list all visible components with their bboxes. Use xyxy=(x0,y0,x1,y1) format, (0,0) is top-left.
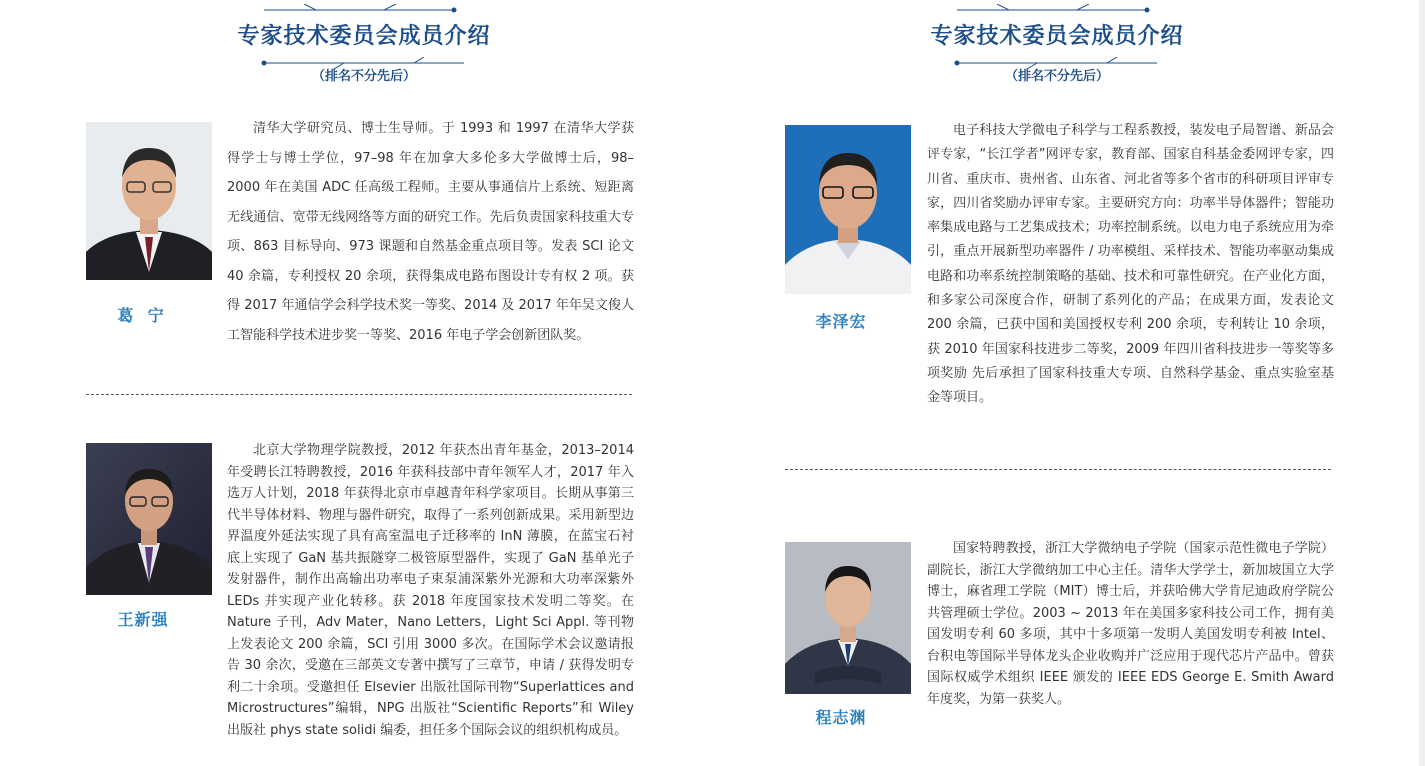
portrait-photo xyxy=(86,443,212,595)
top-ornament xyxy=(184,4,544,16)
scrollbar[interactable] xyxy=(1419,0,1425,766)
section-divider xyxy=(86,394,632,395)
member-name: 葛 宁 xyxy=(117,306,165,325)
member-bio xyxy=(927,119,1334,411)
bio-text: 清华大学研究员、博士生导师。于 1993 和 1997 在清华大学获得学士与博士学位，97–98 年在加拿大多伦多大学做博士后，98–2000 年在美国 ADC 任高级工程师。主要从事通信片上系统、短距离无线通信、宽带无线网络等方面的研究工作。先后负责国家科技重大专项、863 目标导向、973 课题和自然基金重点项目等。发表 SCI 论文 40 余篇，专利授权 20 余项，获得集成电路布图设计专有权 2 项。获得 2017 年通信学会科学技术奖一等奖、2014 及 2017 年年吴文俊人工智能科学技术进步奖一等奖、2016 年电子学会创新团队奖。 xyxy=(227,121,634,343)
member-bio xyxy=(927,538,1334,710)
member-name: 王新强 xyxy=(117,610,169,629)
bio-text: 国家特聘教授，浙江大学微纳电子学院（国家示范性微电子学院）副院长，浙江大学微纳加工中心主任。清华大学学士，新加坡国立大学博士，麻省理工学院（MIT）博士后，并获哈佛大学肯尼迪政府学院公共管理硕士学位。2003 ~ 2013 年在美国多家科技公司工作，拥有美国发明专利 60 多项，其中十多项第一发明人美国发明专利被 Intel、台积电等国际半导体龙头企业收购并广泛应用于现代芯片产品中。曾获国际权威学术组织 IEEE 颁发的 IEEE EDS George E. Smith Award 年度奖，为第一获奖人。 xyxy=(927,541,1334,707)
left-header xyxy=(184,0,544,85)
portrait-photo xyxy=(785,542,911,694)
right-header xyxy=(877,0,1237,85)
section-divider xyxy=(785,469,1331,470)
bio-text: 电子科技大学微电子科学与工程系教授，装发电子局智谱、新品会评专家，“长江学者”网评专家，教育部、国家自科基金委网评专家，四川省、重庆市、贵州省、山东省、河北省等多个省市的科研项目评审专家，四川省奖励办评审专家。主要研究方向：功率半导体器件；智能功率集成电路与工艺集成技术；功率控制系统。以电力电子系统应用为牵引，重点开展新型功率器件 / 功率模组、采样技术、智能功率驱动集成电路和功率系统控制策略的基础、技术和可靠性研究。在产业化方面，和多家公司深度合作，研制了系列化的产品；在成果方面，发表论文 200 余篇，已获中国和美国授权专利 200 余项，专利转让 10 余项，获 2010 年国家科技进步二等奖，2009 年四川省科技进步一等奖等多项奖励 先后承担了国家科技重大专项、自然科学基金、重点实验室基金等项目。 xyxy=(927,123,1334,406)
bio-text: 北京大学物理学院教授，2012 年获杰出青年基金，2013–2014 年受聘长江特聘教授，2016 年获科技部中青年领军人才，2017 年入选万人计划，2018 年获得北京市卓越青年科学家项目。长期从事第三代半导体材料、物理与器件研究，取得了一系列创新成果。采用新型边界温度外延法实现了具有高室温电子迁移率的 InN 薄膜，在蓝宝石衬底上实现了 GaN 基共振隧穿二极管原型器件，实现了 GaN 基单光子发射器件，制作出高输出功率电子束泵浦深紫外光源和大功率深紫外 LEDs 并实现产业化转移。获 2018 年度国家技术发明二等奖。在 Nature 子刊，Adv Mater，Nano Letters，Light Sci Appl. 等刊物上发表论文 200 余篇，SCI 引用 3000 多次。在国际学术会议邀请报告 30 余次，受邀在三部英文专著中撰写了三章节，申请 / 获得发明专利二十余项。受邀担任 Elsevier 出版社国际刊物“Superlattices and Microstructures”编辑，NPG 出版社“Scientific Reports”和 Wiley 出版社 phys state solidi 编委，担任多个国际会议的组织机构成员。 xyxy=(227,443,634,738)
member-name: 程志渊 xyxy=(815,708,867,727)
member-bio xyxy=(227,114,634,350)
page-subtitle: （排名不分先后） xyxy=(311,69,416,84)
member-name: 李泽宏 xyxy=(815,312,867,331)
portrait-photo xyxy=(86,122,212,280)
top-ornament xyxy=(877,4,1237,16)
bottom-ornament xyxy=(184,57,544,69)
page-title: 专家技术委员会成员介绍 xyxy=(237,23,491,49)
portrait-photo xyxy=(785,125,911,294)
page-title: 专家技术委员会成员介绍 xyxy=(930,23,1184,49)
page-subtitle: （排名不分先后） xyxy=(1004,69,1109,84)
member-bio xyxy=(227,440,634,741)
bottom-ornament xyxy=(877,57,1237,69)
